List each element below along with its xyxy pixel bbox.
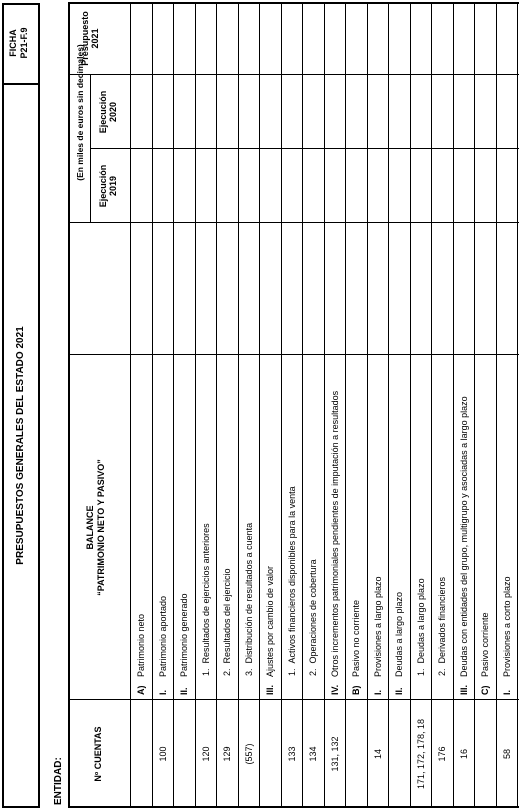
row-label: [501, 576, 513, 695]
account-code: 171, 172, 178, 18: [415, 718, 426, 790]
value-cell-ejec2020[interactable]: [388, 75, 410, 149]
row-label: [264, 566, 276, 695]
value-cell-ejec2020[interactable]: [130, 75, 152, 149]
row-label-text: Operaciones de cobertura: [308, 559, 318, 664]
value-cell-ejec2019[interactable]: [345, 149, 367, 223]
row-label: [157, 596, 169, 695]
row-prefix: 2.: [308, 668, 318, 676]
value-cell-pres2021[interactable]: [259, 2, 281, 75]
units-note: (En miles de euros sin decimales): [75, 44, 85, 181]
row-label-text: Patrimonio neto: [136, 613, 146, 677]
row-label-text: Resultados del ejercicio: [222, 568, 232, 664]
row-label-text: Resultados de ejercicios anteriores: [200, 523, 211, 664]
account-code: 120: [200, 746, 211, 762]
row-label: [436, 577, 448, 676]
account-code: 100: [157, 746, 168, 762]
account-code: 16: [458, 749, 469, 760]
row-label-text: Deudas con entidades del grupo, multigrupo y asociadas a largo plazo: [458, 396, 469, 677]
value-cell-notes[interactable]: [410, 223, 432, 355]
value-cell-ejec2019[interactable]: [431, 149, 453, 223]
col-ejec2020-line2: 2020: [108, 101, 118, 123]
value-cell-notes[interactable]: [173, 223, 195, 355]
value-cell-ejec2019[interactable]: [367, 149, 389, 223]
value-cell-ejec2019[interactable]: [238, 149, 260, 223]
entity-field[interactable]: [48, 2, 68, 750]
row-label-text: Patrimonio generado: [179, 593, 189, 677]
value-cell-ejec2020[interactable]: [474, 75, 496, 149]
value-cell-ejec2020[interactable]: [281, 75, 303, 149]
col-ejec2020-line1: Ejecución: [98, 90, 108, 134]
col-pres2021-line2: 2021: [90, 28, 100, 49]
row-prefix: I.: [372, 689, 383, 695]
value-cell-ejec2019[interactable]: [152, 149, 174, 223]
value-cell-ejec2020[interactable]: [216, 75, 238, 149]
row-label: [415, 578, 427, 676]
row-label: [458, 396, 470, 695]
entity-label: ENTIDAD:: [53, 757, 64, 805]
row-label: [350, 600, 362, 695]
value-cell-pres2021[interactable]: [195, 2, 217, 75]
value-cell-ejec2020[interactable]: [453, 75, 475, 149]
row-label: [286, 486, 298, 676]
value-cell-notes[interactable]: [388, 223, 410, 355]
row-label: [372, 576, 384, 695]
row-prefix: 2.: [437, 668, 447, 676]
value-cell-notes[interactable]: [324, 223, 346, 355]
row-label: [243, 523, 255, 676]
row-prefix: II.: [394, 687, 404, 695]
row-prefix: C): [480, 685, 490, 695]
row-prefix: 2.: [222, 668, 232, 676]
value-cell-ejec2020[interactable]: [324, 75, 346, 149]
row-label: [307, 559, 319, 676]
value-cell-ejec2020[interactable]: [152, 75, 174, 149]
row-label-text: Derivados financieros: [437, 576, 447, 664]
row-prefix: III.: [458, 684, 469, 695]
value-cell-ejec2019[interactable]: [130, 149, 152, 223]
value-cell-notes[interactable]: [195, 223, 217, 355]
value-cell-notes[interactable]: [238, 223, 260, 355]
value-cell-ejec2019[interactable]: [216, 149, 238, 223]
col-ejec2020-header: [90, 75, 126, 149]
value-cell-pres2021[interactable]: [367, 2, 389, 75]
value-cell-ejec2019[interactable]: [259, 149, 281, 223]
row-label-text: Deudas a largo plazo: [415, 578, 426, 664]
row-divider: [517, 2, 518, 808]
row-label: [329, 391, 341, 695]
account-code: 134: [308, 746, 318, 762]
account-code: 129: [222, 746, 232, 762]
value-cell-notes[interactable]: [130, 223, 152, 355]
value-cell-ejec2020[interactable]: [302, 75, 324, 149]
balance-title: BALANCE: [85, 505, 95, 550]
value-cell-notes[interactable]: [496, 223, 518, 355]
value-cell-ejec2020[interactable]: [367, 75, 389, 149]
value-cell-pres2021[interactable]: [345, 2, 367, 75]
value-cell-ejec2020[interactable]: [431, 75, 453, 149]
value-cell-notes[interactable]: [302, 223, 324, 355]
row-label-text: Provisiones a corto plazo: [501, 576, 512, 677]
row-prefix: III.: [265, 684, 275, 695]
value-cell-ejec2020[interactable]: [173, 75, 195, 149]
value-cell-ejec2019[interactable]: [324, 149, 346, 223]
account-code: (557): [243, 743, 254, 765]
row-prefix: IV.: [329, 684, 340, 695]
col-pres2021-header: [72, 2, 108, 75]
row-prefix: II.: [179, 687, 189, 695]
row-prefix: B): [351, 685, 361, 695]
value-cell-ejec2019[interactable]: [195, 149, 217, 223]
value-cell-notes[interactable]: [431, 223, 453, 355]
row-label-text: Otros incrementos patrimoniales pendientes de imputación a resultados: [329, 390, 340, 677]
value-cell-notes[interactable]: [259, 223, 281, 355]
value-cell-ejec2019[interactable]: [388, 149, 410, 223]
balance-subtitle: “PATRIMONIO NETO Y PASIVO”: [96, 459, 106, 596]
value-cell-pres2021[interactable]: [431, 2, 453, 75]
value-cell-pres2021[interactable]: [453, 2, 475, 75]
row-label-text: Ajustes por cambio de valor: [265, 565, 275, 677]
row-label: [200, 523, 212, 676]
row-prefix: 1.: [286, 668, 297, 676]
value-cell-pres2021[interactable]: [130, 2, 152, 75]
row-label: [393, 592, 405, 695]
value-cell-ejec2019[interactable]: [302, 149, 324, 223]
value-cell-notes[interactable]: [345, 223, 367, 355]
value-cell-ejec2020[interactable]: [238, 75, 260, 149]
value-cell-ejec2020[interactable]: [345, 75, 367, 149]
value-cell-ejec2019[interactable]: [173, 149, 195, 223]
ficha-label: FICHA: [8, 29, 18, 57]
account-code: 131, 132: [329, 736, 340, 772]
col-pres2021-line1: Presupuesto: [80, 11, 90, 66]
row-prefix: 1.: [200, 668, 211, 676]
value-cell-notes[interactable]: [474, 223, 496, 355]
value-cell-ejec2019[interactable]: [496, 149, 518, 223]
row-label: [221, 568, 233, 676]
value-cell-pres2021[interactable]: [302, 2, 324, 75]
value-cell-pres2021[interactable]: [281, 2, 303, 75]
value-cell-pres2021[interactable]: [324, 2, 346, 75]
page-title: PRESUPUESTOS GENERALES DEL ESTADO 2021: [15, 326, 26, 565]
value-cell-ejec2020[interactable]: [496, 75, 518, 149]
value-cell-ejec2019[interactable]: [410, 149, 432, 223]
row-label-text: Deudas a largo plazo: [394, 591, 404, 677]
value-cell-pres2021[interactable]: [216, 2, 238, 75]
row-label: [479, 612, 491, 695]
value-cell-ejec2020[interactable]: [410, 75, 432, 149]
row-label: [178, 593, 190, 695]
value-cell-notes[interactable]: [152, 223, 174, 355]
account-code: 14: [372, 749, 383, 760]
value-cell-ejec2019[interactable]: [281, 149, 303, 223]
row-prefix: I.: [157, 689, 168, 695]
value-cell-notes[interactable]: [367, 223, 389, 355]
value-cell-notes[interactable]: [281, 223, 303, 355]
value-cell-ejec2019[interactable]: [474, 149, 496, 223]
ficha-code: P21-F.9: [19, 27, 29, 59]
row-prefix: I.: [501, 689, 512, 695]
row-label-text: Pasivo no corriente: [351, 599, 361, 677]
row-prefix: 1.: [415, 668, 426, 676]
row-prefix: A): [136, 685, 146, 695]
value-cell-ejec2020[interactable]: [195, 75, 217, 149]
value-cell-notes[interactable]: [453, 223, 475, 355]
col-cuentas-header: Nº CUENTAS: [93, 726, 103, 782]
account-code: 133: [286, 746, 297, 762]
value-cell-pres2021[interactable]: [238, 2, 260, 75]
row-prefix: 3.: [243, 668, 254, 676]
value-cell-pres2021[interactable]: [152, 2, 174, 75]
value-cell-pres2021[interactable]: [410, 2, 432, 75]
value-cell-ejec2020[interactable]: [259, 75, 281, 149]
col-ejec2019-header: [90, 149, 126, 223]
value-cell-notes[interactable]: [216, 223, 238, 355]
value-cell-pres2021[interactable]: [173, 2, 195, 75]
row-label-text: Activos financieros disponibles para la venta: [286, 486, 297, 664]
account-code: 176: [437, 746, 447, 762]
row-label-text: Provisiones a largo plazo: [372, 576, 383, 677]
value-cell-pres2021[interactable]: [388, 2, 410, 75]
col-ejec2019-line2: 2019: [108, 175, 118, 197]
row-label-text: Patrimonio aportado: [157, 595, 168, 677]
account-code: 58: [501, 749, 512, 760]
col-ejec2019-line1: Ejecución: [98, 164, 108, 208]
value-cell-ejec2019[interactable]: [453, 149, 475, 223]
row-label-text: Pasivo corriente: [480, 612, 490, 677]
value-cell-pres2021[interactable]: [496, 2, 518, 75]
row-label-text: Distribución de resultados a cuenta: [243, 522, 254, 664]
row-label: [135, 614, 147, 695]
value-cell-pres2021[interactable]: [474, 2, 496, 75]
